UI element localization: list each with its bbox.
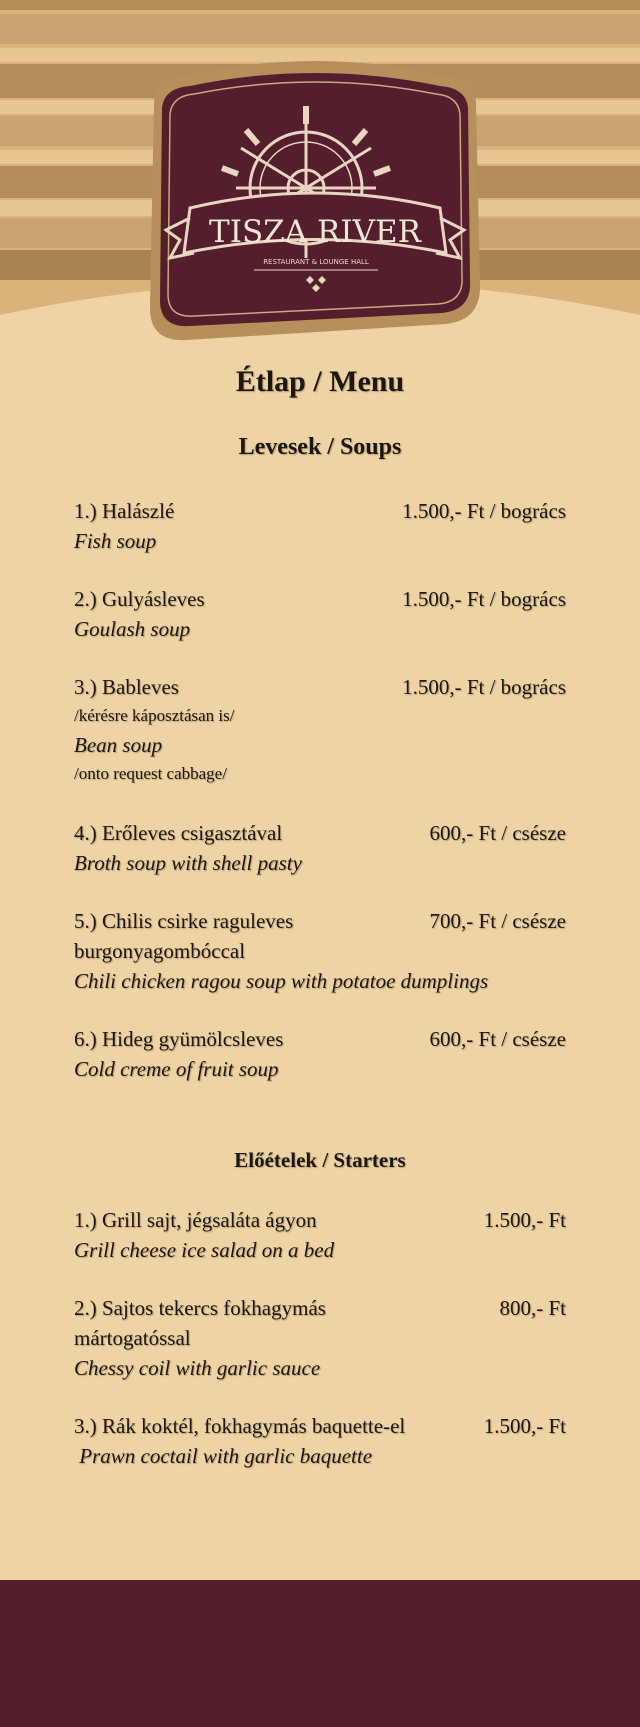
- menu-item-grill-sajt: [74, 1205, 566, 1265]
- section-title-soups: Levesek / Soups: [238, 434, 402, 460]
- item-name-en: Bean soup: [74, 733, 163, 757]
- menu-item-chilis-csirke: [74, 906, 566, 996]
- footer-band: [0, 1580, 640, 1727]
- logo-tagline: RESTAURANT & LOUNGE HALL: [263, 258, 369, 266]
- item-name: 3.) Bableves: [74, 675, 179, 699]
- menu-item-halaszle: [74, 496, 566, 556]
- item-price: 1.500,- Ft / bogrács: [402, 587, 566, 611]
- item-name-en: Cold creme of fruit soup: [74, 1057, 279, 1081]
- menu-item-hideg-gyumolcsleves: [74, 1024, 566, 1084]
- menu-item-gulyasleves: [74, 584, 566, 644]
- item-name-line2: burgonyagombóccal: [74, 939, 246, 963]
- item-price: 1.500,- Ft / bogrács: [402, 499, 566, 523]
- item-price: 1.500,- Ft: [483, 1208, 566, 1232]
- item-name-en: Fish soup: [74, 529, 157, 553]
- item-name: 1.) Halászlé: [74, 499, 175, 523]
- item-name-en: Prawn coctail with garlic baquette: [74, 1444, 373, 1468]
- item-price: 700,- Ft / csésze: [429, 909, 566, 933]
- logo: [146, 58, 484, 358]
- item-note-hu: /kérésre káposztásan is/: [74, 706, 235, 725]
- item-name-en: Grill cheese ice salad on a bed: [74, 1238, 335, 1262]
- item-price: 800,- Ft: [499, 1296, 566, 1320]
- item-name-en: Goulash soup: [74, 617, 191, 641]
- menu-item-sajtos-tekercs: [74, 1293, 566, 1383]
- item-name-en: Chili chicken ragou soup with potatoe dumplings: [74, 969, 489, 993]
- item-price: 1.500,- Ft / bogrács: [402, 675, 566, 699]
- item-name: 4.) Erőleves csigasztával: [74, 821, 283, 845]
- item-name: 3.) Rák koktél, fokhagymás baquette-el: [74, 1414, 406, 1438]
- item-name: 2.) Sajtos tekercs fokhagymás: [74, 1296, 326, 1320]
- section-title-starters: Előételek / Starters: [234, 1148, 406, 1172]
- item-name-en: Chessy coil with garlic sauce: [74, 1356, 321, 1380]
- item-note-en: /onto request cabbage/: [74, 764, 227, 783]
- item-name: 2.) Gulyásleves: [74, 587, 205, 611]
- logo-brand-name: TISZA RIVER: [209, 214, 421, 250]
- item-price: 1.500,- Ft: [483, 1414, 566, 1438]
- item-name: 5.) Chilis csirke raguleves: [74, 909, 294, 933]
- page-title: Étlap / Menu: [235, 365, 405, 398]
- item-name: 6.) Hideg gyümölcsleves: [74, 1027, 284, 1051]
- item-price: 600,- Ft / csésze: [429, 1027, 566, 1051]
- item-name: 1.) Grill sajt, jégsaláta ágyon: [74, 1208, 317, 1232]
- item-name-line2: mártogatóssal: [74, 1326, 191, 1350]
- item-price: 600,- Ft / csésze: [429, 821, 566, 845]
- menu-item-rak-koktel: [74, 1411, 566, 1471]
- menu-item-bableves: [74, 672, 566, 788]
- item-name-en: Broth soup with shell pasty: [74, 851, 302, 875]
- menu-item-eroleves: [74, 818, 566, 878]
